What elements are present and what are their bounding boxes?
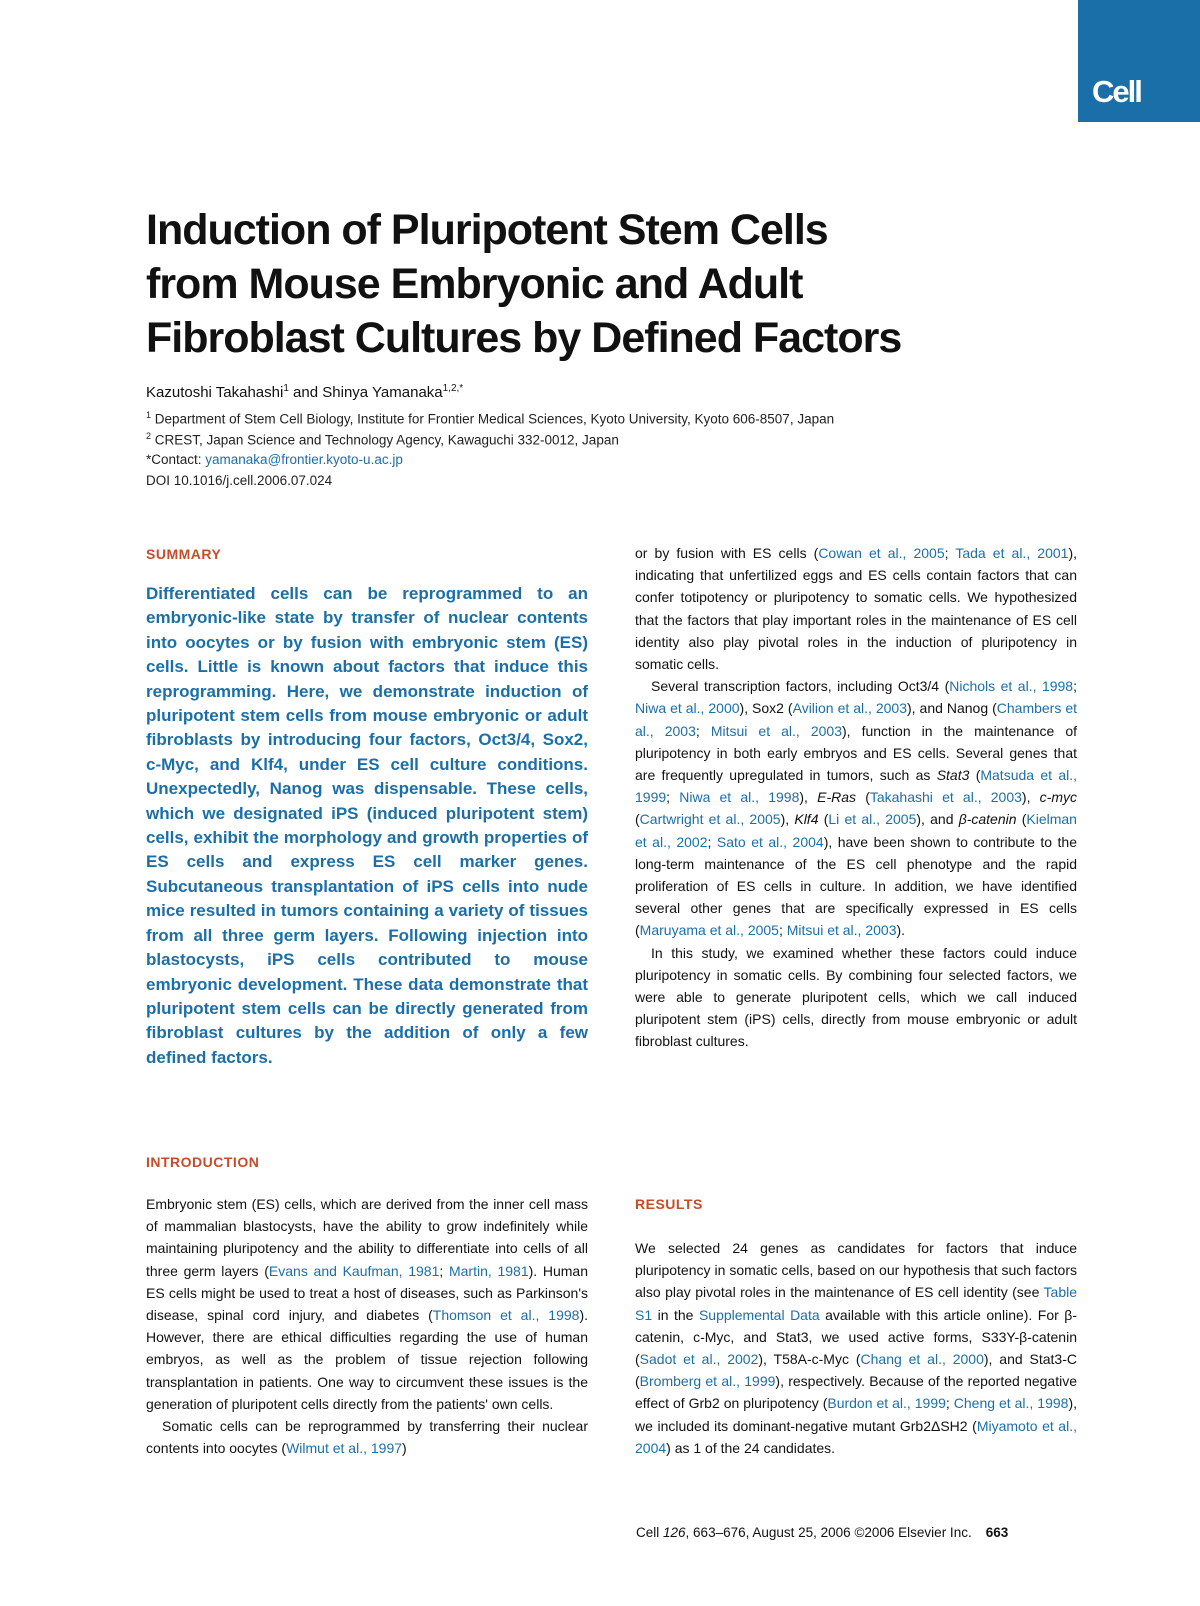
citation-link[interactable]: Kielman et al., 2002: [635, 811, 1077, 850]
gene-name: Stat3: [936, 767, 970, 784]
citation-link[interactable]: Martin, 1981: [448, 1262, 529, 1279]
gene-name: c-myc: [1039, 789, 1077, 806]
text-run: ),: [799, 789, 818, 806]
study-aim-paragraph: In this study, we examined whether these factors could induce pluripotency in somatic cells. By combining four selected factors, we were able to generate pluripotent cells, which we call induced pluripotent stem (iPS) cells, directly from mouse embryonic or adult fibroblast cultures.: [635, 944, 1077, 1050]
title-line-3: Fibroblast Cultures by Defined Factors: [146, 314, 902, 362]
citation-link[interactable]: Takahashi et al., 2003: [869, 789, 1022, 806]
text-run: ;: [695, 722, 711, 739]
text-run: ;: [944, 545, 956, 561]
text-run: ;: [778, 922, 787, 939]
citation-link[interactable]: Maruyama et al., 2005: [639, 922, 779, 939]
text-run: available with this article online). For β-catenin, c-Myc, and Stat3, we used active forms, S33Y-β-catenin (: [635, 1306, 1078, 1368]
citation-link[interactable]: Evans and Kaufman, 1981: [268, 1262, 440, 1279]
citation-link[interactable]: Bromberg et al., 1999: [639, 1373, 776, 1390]
citation-link[interactable]: Nichols et al., 1998: [949, 678, 1074, 695]
summary-heading-text: SUMMARY: [146, 546, 222, 562]
text-run: ), function in the maintenance of pluripotency in both early embryos and ES cells. Several genes that are frequently upregulated in tumors, such as: [635, 722, 1077, 784]
text-run: ;: [439, 1262, 449, 1279]
text-run: (: [969, 767, 981, 784]
intro-continued-paragraph: [635, 542, 1077, 675]
text-run: ), have been shown to contribute to the long-term maintenance of the ES cell phenotype and the rapid proliferation of ES cells in culture. In addition, we have identified several other genes that are specifically expressed in ES cells (: [635, 833, 1077, 939]
citation-link[interactable]: Cheng et al., 1998: [953, 1395, 1069, 1412]
results-heading-text: RESULTS: [635, 1196, 703, 1212]
affiliation-2-text: CREST, Japan Science and Technology Agency, Kawaguchi 332-0012, Japan: [154, 432, 619, 448]
citation-link[interactable]: Sadot et al., 2002: [639, 1351, 759, 1368]
citation-link[interactable]: Miyamoto et al., 2004: [635, 1417, 1077, 1456]
text-run: ), and Stat3-C (: [635, 1351, 1077, 1390]
introduction-heading: [146, 1151, 588, 1173]
text-run: ), Sox2 (: [739, 700, 793, 717]
introduction-heading-text: INTRODUCTION: [146, 1154, 260, 1170]
affiliation-1-text: Department of Stem Cell Biology, Institute for Frontier Medical Sciences, Kyoto University, Kyoto 606-8507, Japan: [154, 411, 835, 427]
text-run: ;: [1073, 678, 1077, 695]
text-run: or by fusion with ES cells (: [635, 545, 819, 561]
citation-link[interactable]: Matsuda et al., 1999: [635, 767, 1078, 806]
citation-link[interactable]: Mitsui et al., 2003: [710, 722, 842, 739]
table-s1-link[interactable]: Table S1: [635, 1284, 1077, 1323]
text-run: ), and: [916, 811, 959, 828]
transcription-factors-paragraph: [635, 675, 1077, 941]
citation-link[interactable]: Chambers et al., 2003: [635, 700, 1077, 739]
page-number: 663: [985, 1525, 1009, 1540]
text-run: ), and Nanog (: [907, 700, 997, 717]
citation-link[interactable]: Avilion et al., 2003: [792, 700, 908, 717]
footer-pages: , 663–676, August 25, 2006 ©2006 Elsevier Inc.: [685, 1525, 972, 1540]
citation-link[interactable]: Chang et al., 2000: [860, 1351, 984, 1368]
text-run: Somatic cells can be reprogrammed by transferring their nuclear contents into oocytes (: [146, 1418, 588, 1457]
text-run: ). However, there are ethical difficulties regarding the use of human embryos, as well as the problem of tissue rejection following transplantation in patients. One way to circumvent these issues is the generation of pluripotent cells directly from the patients' own cells.: [146, 1307, 588, 1412]
affiliation-1-marker: 1: [146, 410, 152, 420]
text-run: ;: [945, 1395, 954, 1412]
text-run: ), indicating that unfertilized eggs and ES cells contain factors that can confer totipotency or pluripotency to somatic cells. We hypothesized that the factors that play important roles in the maintenance of ES cell identity also play pivotal roles in the induction of pluripotency in somatic cells.: [635, 545, 1077, 673]
citation-link[interactable]: Niwa et al., 1998: [679, 789, 800, 806]
citation-link[interactable]: Tada et al., 2001: [955, 545, 1069, 561]
citation-link[interactable]: Burdon et al., 1999: [827, 1395, 946, 1412]
affiliation-2-marker: 2: [146, 431, 152, 441]
text-run: ),: [1021, 789, 1040, 806]
author-conjunction: and: [288, 384, 323, 401]
article-title: [146, 203, 1106, 365]
text-run: (: [635, 811, 640, 828]
text-run: Several transcription factors, including Oct3/4 (: [651, 678, 950, 695]
citation-link[interactable]: Niwa et al., 2000: [635, 700, 740, 717]
citation-link[interactable]: Cowan et al., 2005: [818, 545, 945, 561]
cell-logo-text: Cell: [1092, 74, 1141, 109]
introduction-body: [146, 1193, 588, 1459]
contact-email-link[interactable]: yamanaka@frontier.kyoto-u.ac.jp: [205, 452, 403, 467]
text-run: (: [818, 811, 829, 828]
contact-label: *Contact:: [146, 452, 206, 467]
citation-link[interactable]: Li et al., 2005: [828, 811, 917, 828]
footer-volume: 126: [663, 1525, 686, 1540]
text-run: We selected 24 genes as candidates for factors that induce pluripotency in somatic cells, based on our hypothesis that such factors also play pivotal roles in the maintenance of ES cell identity (see: [635, 1240, 1077, 1301]
citation-link[interactable]: Thomson et al., 1998: [432, 1307, 580, 1324]
text-run: ;: [666, 789, 680, 806]
contact-line: [146, 452, 403, 467]
text-run: ).: [896, 922, 906, 939]
text-run: in the: [652, 1306, 699, 1323]
title-line-2: from Mouse Embryonic and Adult: [146, 260, 803, 308]
text-run: ), T58A-c-Myc (: [758, 1351, 861, 1368]
text-run: ) as 1 of the 24 candidates.: [666, 1439, 836, 1456]
author-yamanaka-affil: 1,2,*: [442, 383, 464, 394]
intro-paragraph-2: [146, 1415, 588, 1459]
summary-heading: [146, 543, 588, 565]
text-run: Embryonic stem (ES) cells, which are derived from the inner cell mass of mammalian blastocysts, have the ability to grow indefinitely while maintaining pluripotency and the ability to differentiate into cells of all three germ layers (: [146, 1196, 588, 1279]
results-paragraph-1: [635, 1237, 1077, 1459]
author-takahashi-affil: 1: [283, 383, 289, 394]
author-yamanaka: Shinya Yamanaka: [322, 384, 443, 401]
gene-name: E-Ras: [817, 789, 857, 806]
page-footer: [636, 1525, 1008, 1540]
author-list: [146, 383, 463, 401]
affiliation-2: [146, 431, 619, 448]
text-run: ). Human ES cells might be used to treat a host of diseases, such as Parkinson's disease, spinal cord injury, and diabetes (: [146, 1262, 588, 1324]
gene-name: β-catenin: [958, 811, 1017, 828]
doi-line: DOI 10.1016/j.cell.2006.07.024: [146, 473, 333, 488]
supplemental-data-link[interactable]: Supplemental Data: [698, 1306, 820, 1323]
intro-paragraph-1: [146, 1193, 588, 1415]
text-run: (: [856, 789, 870, 806]
citation-link[interactable]: Mitsui et al., 2003: [786, 922, 897, 939]
footer-journal: Cell: [636, 1525, 664, 1540]
results-body: [635, 1237, 1077, 1459]
citation-link[interactable]: Cartwright et al., 2005: [639, 811, 781, 828]
title-line-1: Induction of Pluripotent Stem Cells: [146, 206, 828, 254]
results-heading: [635, 1193, 1077, 1215]
author-takahashi: Kazutoshi Takahashi: [146, 384, 284, 401]
summary-abstract: Differentiated cells can be reprogrammed to an embryonic-like state by transfer of nuclear contents into oocytes or by fusion with embryonic stem (ES) cells. Little is known about factors that induce this reprogramming. Here, we demonstrate induction of pluripotent stem cells from mouse embryonic or adult fibroblasts by introducing four factors, Oct3/4, Sox2, c-Myc, and Klf4, under ES cell culture conditions. Unexpectedly, Nanog was dispensable. These cells, which we designated iPS (induced pluripotent stem) cells, exhibit the morphology and growth properties of ES cells and express ES cell marker genes. Subcutaneous transplantation of iPS cells into nude mice resulted in tumors containing a variety of tissues from all three germ layers. Following injection into blastocysts, iPS cells contributed to mouse embryonic development. These data demonstrate that pluripotent stem cells can be directly generated from fibroblast cultures by the addition of only a few defined factors.: [146, 584, 588, 1067]
text-run: (: [1016, 811, 1027, 828]
text-run: ), respectively. Because of the reported negative effect of Grb2 on pluripotency (: [635, 1373, 1077, 1412]
text-run: ;: [707, 833, 717, 850]
citation-link[interactable]: Sato et al., 2004: [716, 833, 824, 850]
text-run: ),: [780, 811, 795, 828]
right-column-body: [635, 542, 1077, 1053]
affiliation-1: [146, 410, 834, 427]
text-run: ): [402, 1440, 407, 1457]
text-run: ), we included its dominant-negative mutant Grb2ΔSH2 (: [635, 1395, 1078, 1434]
cell-logo: [1078, 0, 1200, 122]
citation-link[interactable]: Wilmut et al., 1997: [286, 1440, 403, 1457]
gene-name: Klf4: [794, 811, 819, 828]
